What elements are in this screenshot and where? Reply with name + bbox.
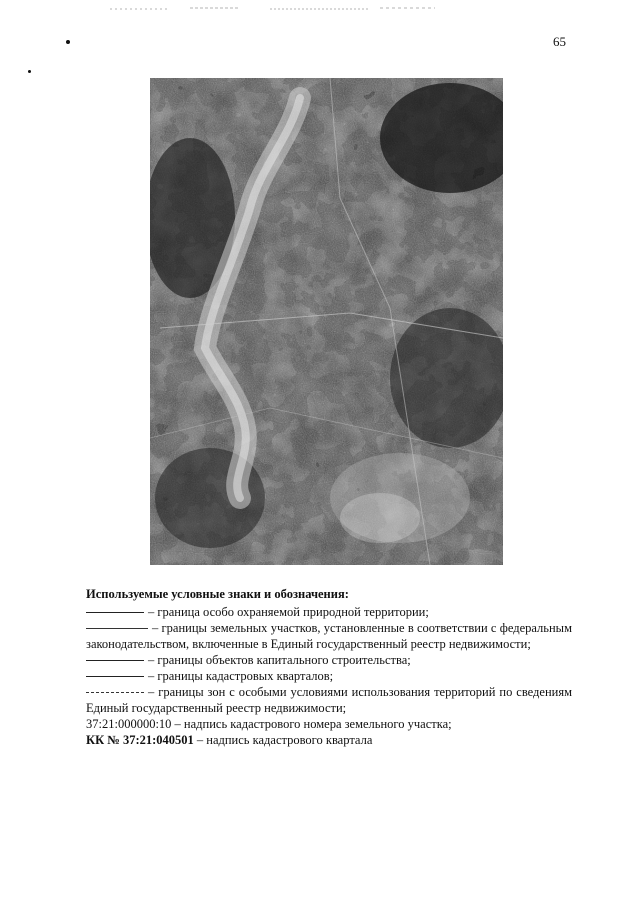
legend-item-text: – границы земельных участков, установленные в соответствии с федеральным законодательством, включенные в Единый государственный реестр недвижимости; <box>86 621 572 651</box>
legend-item <box>86 620 572 652</box>
scan-header-noise <box>40 0 440 8</box>
building-line-sample <box>86 660 144 661</box>
legend-item-text: – границы объектов капитального строительства; <box>148 653 411 667</box>
cadastral-quarter-line-sample <box>86 676 144 677</box>
protected-area-line-sample <box>86 612 144 613</box>
legend-item <box>86 716 572 732</box>
legend-item <box>86 604 572 620</box>
satellite-map-image <box>150 78 503 565</box>
page-number: 65 <box>553 34 566 49</box>
legend-item-text: – надпись кадастрового квартала <box>196 733 373 747</box>
parcel-label-code: 37:21:000000:10 <box>86 717 172 731</box>
legend-item-text: – надпись кадастрового номера земельного участка; <box>174 717 452 731</box>
legend <box>86 586 572 748</box>
legend-item-text: – границы кадастровых кварталов; <box>148 669 334 683</box>
scan-mark <box>66 40 70 44</box>
legend-item <box>86 652 572 668</box>
legend-item <box>86 684 572 716</box>
legend-item-text: – границы зон с особыми условиями использования территорий по сведениям Единый государственный реестр недвижимости; <box>86 685 572 715</box>
quarter-label-code: КК № 37:21:040501 <box>86 733 194 747</box>
legend-item-text: – граница особо охраняемой природной территории; <box>148 605 429 619</box>
legend-item <box>86 732 572 748</box>
legend-item <box>86 668 572 684</box>
legend-title: Используемые условные знаки и обозначения: <box>86 587 349 601</box>
land-parcel-line-sample <box>86 628 148 629</box>
scan-mark <box>28 70 31 73</box>
special-zone-line-sample <box>86 692 144 693</box>
